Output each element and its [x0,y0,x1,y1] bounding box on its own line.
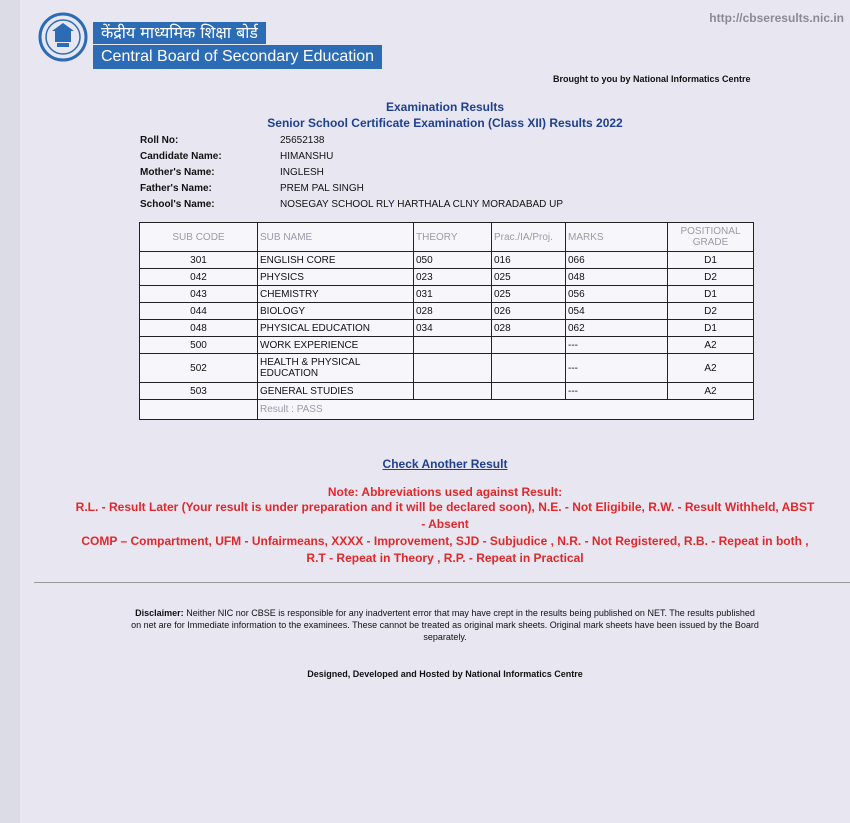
theory-cell: 028 [414,303,492,320]
disclaimer-label: Disclaimer: [135,608,184,618]
grade-cell: D1 [668,252,754,269]
sub-code-cell: 301 [140,252,258,269]
theory-cell [414,337,492,354]
result-value: PASS [296,404,323,415]
header-positional-grade: POSITIONAL GRADE [668,223,754,252]
marks-cell: 054 [566,303,668,320]
sub-name-cell: PHYSICS [258,269,414,286]
practical-cell [492,337,566,354]
marks-cell: --- [566,337,668,354]
father-name-value: PREM PAL SINGH [280,183,364,194]
divider [34,582,850,583]
father-name-label: Father's Name: [140,183,212,194]
result-cell [258,400,754,420]
sub-code-cell: 503 [140,383,258,400]
sub-name-cell: HEALTH & PHYSICAL EDUCATION [258,354,414,383]
mother-name-label: Mother's Name: [140,167,215,178]
marks-cell: --- [566,354,668,383]
sub-code-cell: 043 [140,286,258,303]
theory-cell: 050 [414,252,492,269]
theory-cell [414,354,492,383]
grade-cell: D2 [668,303,754,320]
sub-code-cell: 500 [140,337,258,354]
table-row [140,383,754,400]
results-heading: Examination Results [385,100,505,114]
grade-cell: D1 [668,320,754,337]
note-line-4: R.T - Repeat in Theory , R.P. - Repeat in Practical [306,551,584,565]
roll-no-value: 25652138 [280,135,325,146]
candidate-name-value: HIMANSHU [280,151,334,162]
theory-cell: 031 [414,286,492,303]
site-url[interactable]: http://cbseresults.nic.in [709,11,844,25]
marks-cell: 066 [566,252,668,269]
theory-cell: 034 [414,320,492,337]
candidate-name-label: Candidate Name: [140,151,222,162]
school-name-value: NOSEGAY SCHOOL RLY HARTHALA CLNY MORADABAD UP [280,199,564,210]
table-row [140,286,754,303]
result-empty-cell [140,400,258,420]
marks-cell: 048 [566,269,668,286]
grade-cell: A2 [668,354,754,383]
practical-cell: 016 [492,252,566,269]
logo-english-title: Central Board of Secondary Education [93,45,382,69]
sub-code-cell: 048 [140,320,258,337]
check-another-result-link[interactable]: Check Another Result [382,457,508,471]
table-header-row [140,223,754,252]
sub-name-cell: GENERAL STUDIES [258,383,414,400]
result-label: Result : [260,404,294,415]
table-row [140,269,754,286]
result-row [140,400,754,420]
practical-cell: 026 [492,303,566,320]
school-name-label: School's Name: [140,199,215,210]
table-row [140,252,754,269]
table-row [140,337,754,354]
header-sub-code: SUB CODE [140,223,258,252]
header-theory: THEORY [414,223,492,252]
note-title: Note: Abbreviations used against Result: [327,485,563,499]
brought-by-text: Brought to you by National Informatics Centre [553,74,751,84]
disclaimer-text: Neither NIC nor CBSE is responsible for any inadvertent error that may have crept in the results being published on NET. The results published on net are for Immediate information to the examinees. These cannot be treated as original mark sheets. Original mark sheets have been issued by the Board separately. [131,608,759,642]
sub-name-cell: CHEMISTRY [258,286,414,303]
marks-cell: 056 [566,286,668,303]
disclaimer [130,607,760,643]
note-line-1: R.L. - Result Later (Your result is under preparation and it will be declared soon), N.E. - Not Eligibile, R.W. - Result Withheld, ABST [75,500,815,514]
marks-cell: 062 [566,320,668,337]
sub-code-cell: 042 [140,269,258,286]
theory-cell [414,383,492,400]
marks-table [139,222,754,420]
mother-name-value: INGLESH [280,167,324,178]
practical-cell [492,354,566,383]
practical-cell: 028 [492,320,566,337]
practical-cell: 025 [492,286,566,303]
exam-title: Senior School Certificate Examination (Class XII) Results 2022 [267,116,623,130]
sub-name-cell: BIOLOGY [258,303,414,320]
sub-name-cell: ENGLISH CORE [258,252,414,269]
table-row [140,354,754,383]
sub-name-cell: PHYSICAL EDUCATION [258,320,414,337]
practical-cell: 025 [492,269,566,286]
grade-cell: A2 [668,337,754,354]
logo-hindi-title: केंद्रीय माध्यमिक शिक्षा बोर्ड [93,22,266,44]
cbse-emblem-icon [38,12,88,62]
header-practical: Prac./IA/Proj. [492,223,566,252]
roll-no-label: Roll No: [140,135,179,146]
theory-cell: 023 [414,269,492,286]
header-sub-name: SUB NAME [258,223,414,252]
grade-cell: D2 [668,269,754,286]
table-row [140,303,754,320]
marks-cell: --- [566,383,668,400]
grade-cell: D1 [668,286,754,303]
sub-name-cell: WORK EXPERIENCE [258,337,414,354]
sub-code-cell: 502 [140,354,258,383]
note-line-2: - Absent [421,517,469,531]
designed-by-text: Designed, Developed and Hosted by National Informatics Centre [307,669,583,679]
note-line-3: COMP – Compartment, UFM - Unfairmeans, XXXX - Improvement, SJD - Subjudice , N.R. - Not Registered, R.B. - Repeat in both , [81,534,809,548]
practical-cell [492,383,566,400]
sub-code-cell: 044 [140,303,258,320]
header-marks: MARKS [566,223,668,252]
grade-cell: A2 [668,383,754,400]
table-row [140,320,754,337]
